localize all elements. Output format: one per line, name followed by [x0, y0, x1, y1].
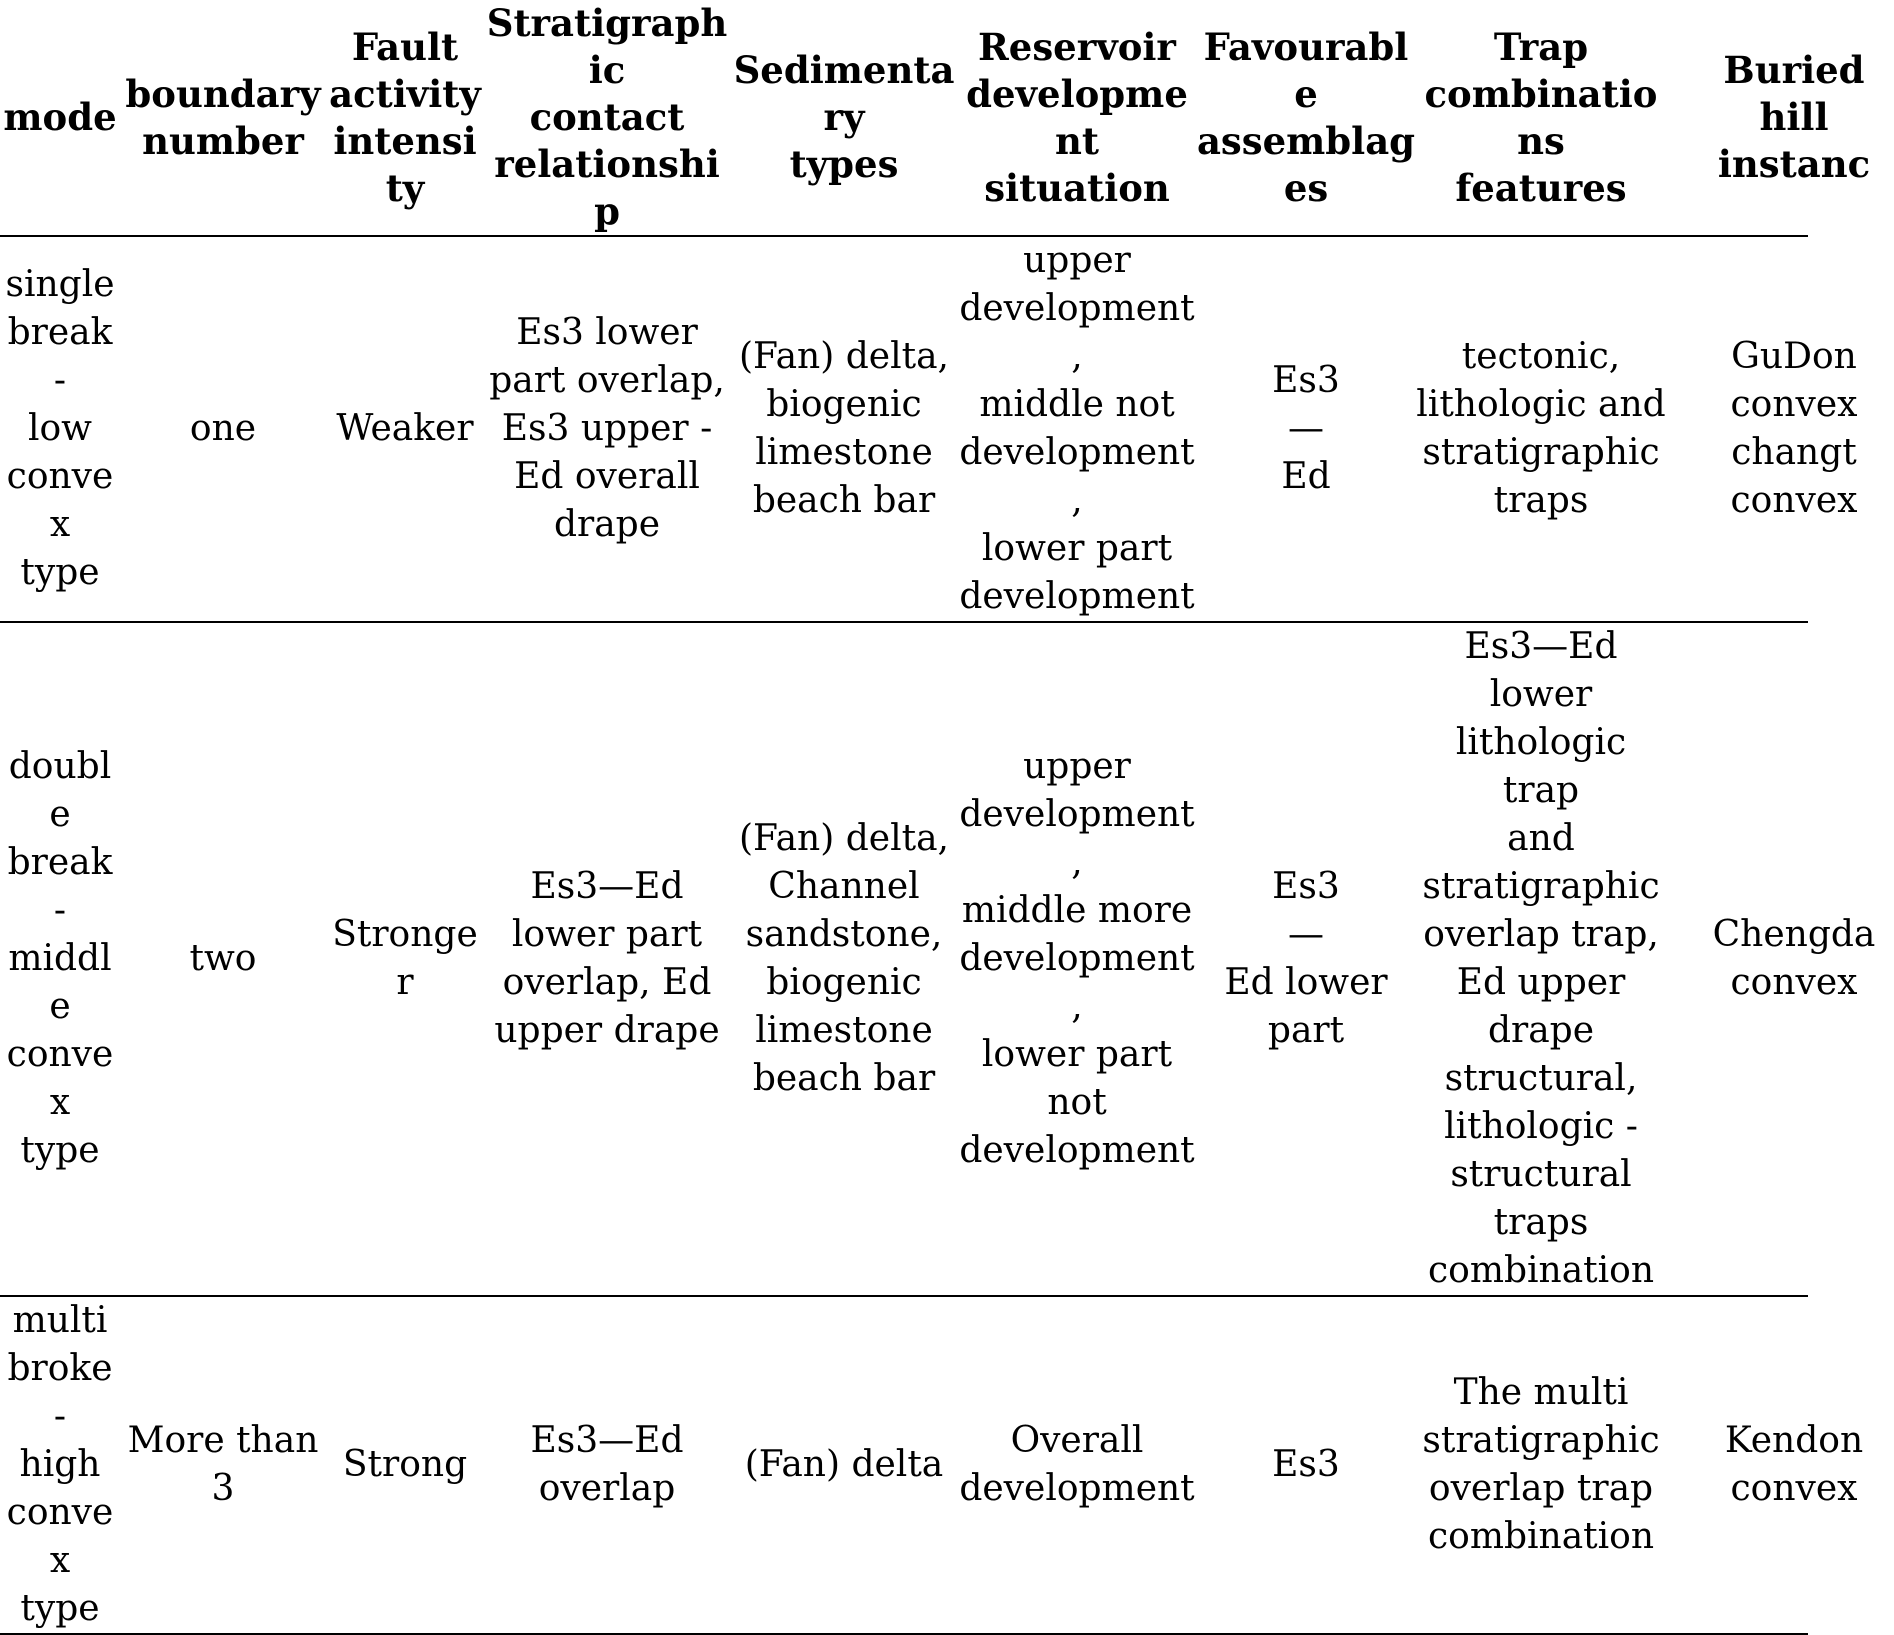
- cell-fault-activity-intensity: Weaker: [326, 236, 484, 622]
- table-header: [0, 0, 1871, 236]
- cell-buried-hill-instance: GuDon convex changt convex: [1666, 236, 1808, 622]
- header-sedimentary-types: Sedimentary types: [730, 0, 958, 236]
- cell-trap-combinations-features: The multi stratigraphic overlap trap combination: [1416, 1296, 1666, 1634]
- header-boundary-number: boundary number: [120, 0, 326, 236]
- cell-mode: multi broke - high convex type: [0, 1296, 120, 1634]
- cell-fault-activity-intensity: Strong: [326, 1296, 484, 1634]
- cell-stratigraphic-contact-relationship: Es3—Ed overlap: [484, 1296, 730, 1634]
- cell-favourable-assemblages: Es3: [1196, 1296, 1416, 1634]
- header-trap-combinations-features: Trap combinations features: [1416, 0, 1666, 236]
- header-row: [0, 0, 1808, 236]
- cell-trap-combinations-features: Es3—Ed lower lithologic trap and stratigraphic overlap trap, Ed upper drape structural, lithologic - structural traps combination: [1416, 622, 1666, 1296]
- cell-mode: single break - low convex type: [0, 236, 120, 622]
- cell-favourable-assemblages: Es3 — Ed: [1196, 236, 1416, 622]
- cell-sedimentary-types: (Fan) delta: [730, 1296, 958, 1634]
- header-reservoir-development-situation: Reservoir development situation: [958, 0, 1196, 236]
- cell-sedimentary-types: (Fan) delta, biogenic limestone beach bar: [730, 236, 958, 622]
- table-row: [0, 236, 1808, 622]
- cell-trap-combinations-features: tectonic, lithologic and stratigraphic traps: [1416, 236, 1666, 622]
- cell-reservoir-development-situation: Overall development: [958, 1296, 1196, 1634]
- cell-boundary-number: one: [120, 236, 326, 622]
- header-buried-hill-instance: Buried hill instanc: [1666, 0, 1808, 236]
- header-mode: mode: [0, 0, 120, 236]
- cell-sedimentary-types: (Fan) delta, Channel sandstone, biogenic limestone beach bar: [730, 622, 958, 1296]
- cell-stratigraphic-contact-relationship: Es3—Ed lower part overlap, Ed upper drape: [484, 622, 730, 1296]
- cell-buried-hill-instance: Chengda convex: [1666, 622, 1808, 1296]
- table-body: [0, 236, 1876, 1634]
- cell-buried-hill-instance: Kendon convex: [1666, 1296, 1808, 1634]
- table-row: [0, 622, 1808, 1296]
- header-fault-activity-intensity: Fault activity intensity: [326, 0, 484, 236]
- cell-favourable-assemblages: Es3 — Ed lower part: [1196, 622, 1416, 1296]
- cell-stratigraphic-contact-relationship: Es3 lower part overlap, Es3 upper - Ed overall drape: [484, 236, 730, 622]
- cell-reservoir-development-situation: upper development, middle not development, lower part development: [958, 236, 1196, 622]
- cell-reservoir-development-situation: upper development, middle more development, lower part not development: [958, 622, 1196, 1296]
- cell-boundary-number: More than 3: [120, 1296, 326, 1634]
- header-favourable-assemblages: Favourable assemblages: [1196, 0, 1416, 236]
- cell-mode: double break - middle convex type: [0, 622, 120, 1296]
- cell-boundary-number: two: [120, 622, 326, 1296]
- table-row: [0, 1296, 1808, 1634]
- cell-fault-activity-intensity: Stronger: [326, 622, 484, 1296]
- header-stratigraphic-contact-relationship: Stratigraphic contact relationship: [484, 0, 730, 236]
